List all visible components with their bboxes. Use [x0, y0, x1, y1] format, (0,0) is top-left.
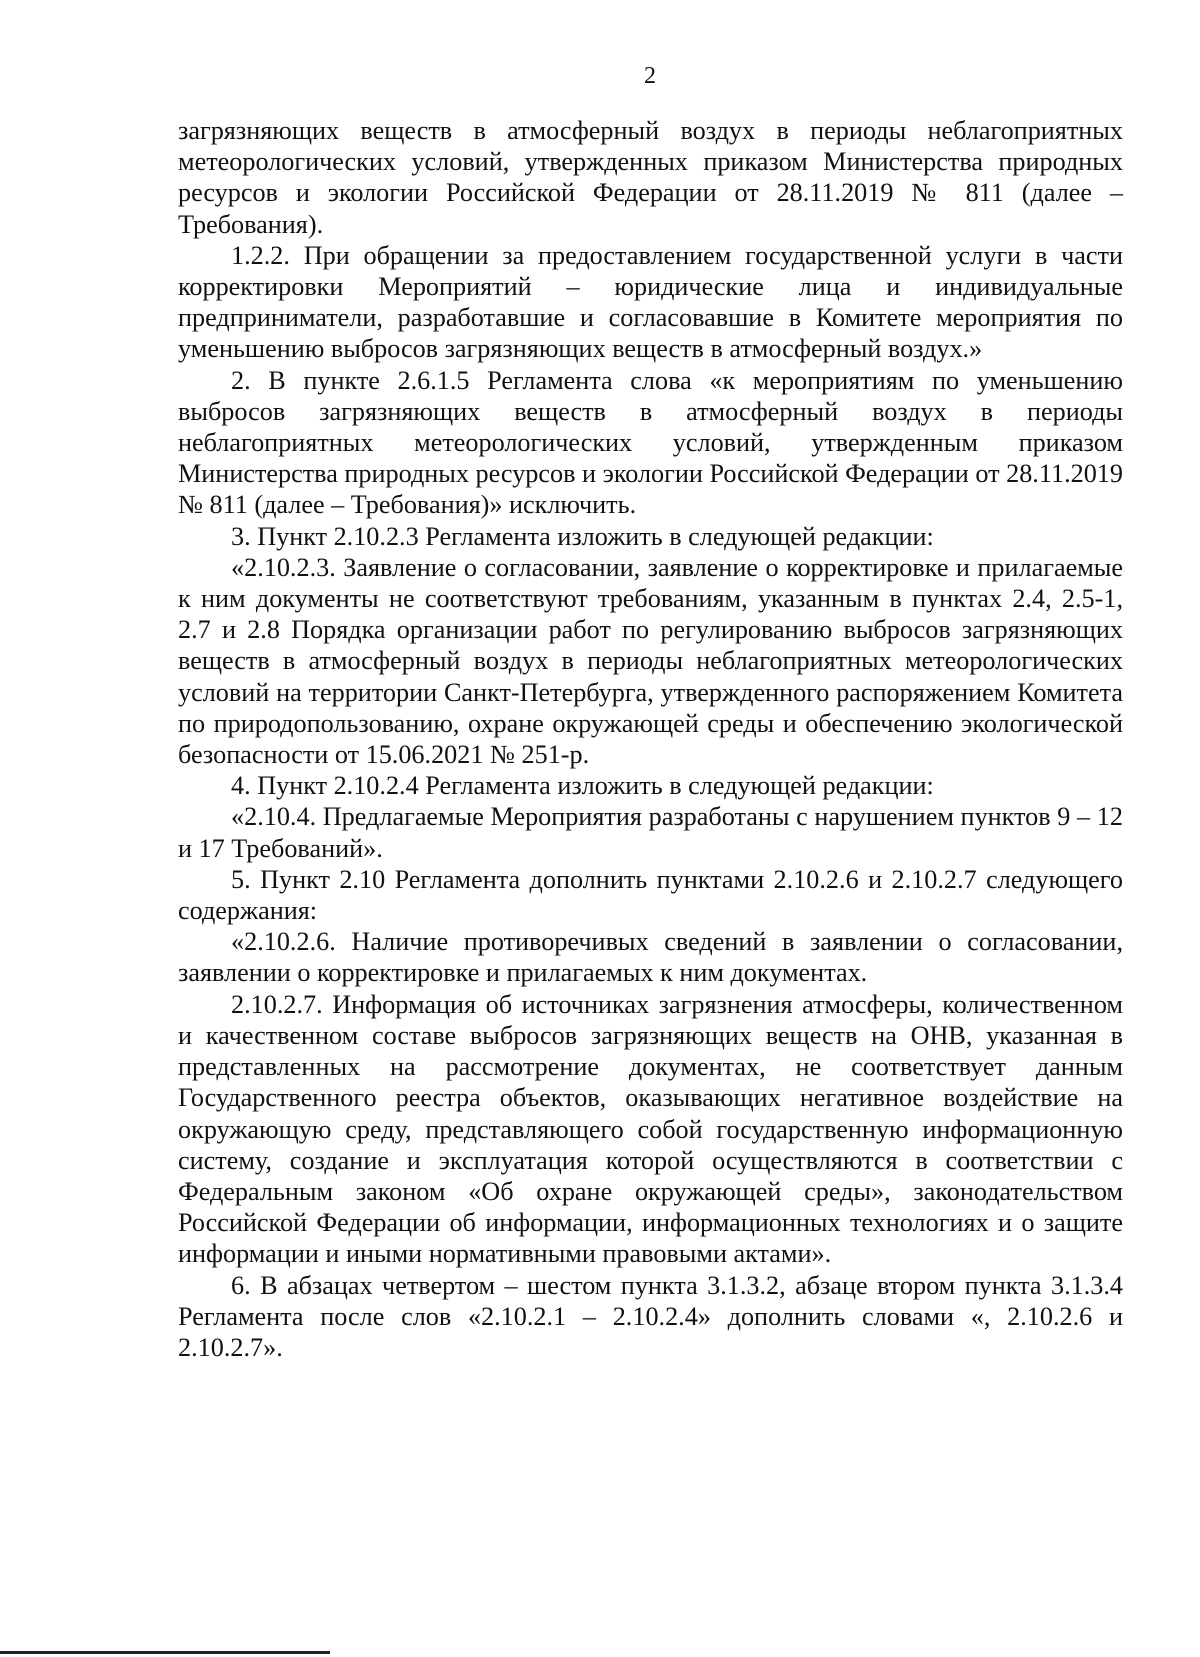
paragraph-item-3: 3. Пункт 2.10.2.3 Регламента изложить в следующей редакции:	[231, 521, 934, 551]
paragraph-item-4: 4. Пункт 2.10.2.4 Регламента изложить в следующей редакции:	[231, 771, 934, 801]
paragraph-2-10-2-7: 2.10.2.7. Информация об источниках загрязнения атмосферы, количественном и качественном составе выбросов загрязняющих веществ на ОНВ, указанная в представленных на рассмотрение документах, не соответствует данным Государственного реестра объектов, оказывающих негативное воздействие на окружающую среду, представляющего собой государственную информационную систему, создание и эксплуатация которой осуществляются в соответствии с Федеральным законом «Об охране окружающей среды», законодательством Российской Федерации об информации, информационных технологиях и о защите информации и иными нормативными правовыми актами».	[178, 989, 1123, 1269]
paragraph-2-10-2-3: «2.10.2.3. Заявление о согласовании, заявление о корректировке и прилагаемые к ним документы не соответствуют требованиям, указанным в пунктах 2.4, 2.5-1, 2.7 и 2.8 Порядка организации работ по регулированию выбросов загрязняющих веществ в атмосферный воздух в периоды неблагоприятных метеорологических условий на территории Санкт-Петербурга, утвержденного распоряжением Комитета по природопользованию, охране окружающей среды и обеспечению экологической безопасности от 15.06.2021 № 251-р.	[178, 552, 1123, 770]
document-body	[178, 115, 1123, 1363]
footer-divider	[0, 1651, 330, 1654]
page-number: 2	[644, 63, 656, 89]
paragraph-2-10-2-6: «2.10.2.6. Наличие противоречивых сведений в заявлении о согласовании, заявлении о корректировке и прилагаемых к ним документах.	[178, 927, 1123, 988]
paragraph-item-6: 6. В абзацах четвертом – шестом пункта 3.1.3.2, абзаце втором пункта 3.1.3.4 Регламента после слов «2.10.2.1 – 2.10.2.4» дополнить словами «, 2.10.2.6 и 2.10.2.7».	[178, 1270, 1123, 1362]
paragraph-item-2: 2. В пункте 2.6.1.5 Регламента слова «к мероприятиям по уменьшению выбросов загрязняющих веществ в атмосферный воздух в периоды неблагоприятных метеорологических условий, утвержденным приказом Министерства природных ресурсов и экологии Российской Федерации от 28.11.2019 № 811 (далее – Требования)» исключить.	[178, 365, 1123, 520]
paragraph-1-2-2: 1.2.2. При обращении за предоставлением государственной услуги в части корректировки Мероприятий – юридические лица и индивидуальные предприниматели, разработавшие и согласовавшие в Комитете мероприятия по уменьшению выбросов загрязняющих веществ в атмосферный воздух.»	[178, 240, 1123, 364]
paragraph-item-5: 5. Пункт 2.10 Регламента дополнить пунктами 2.10.2.6 и 2.10.2.7 следующего содержания:	[178, 864, 1123, 926]
paragraph-2-10-4: «2.10.4. Предлагаемые Мероприятия разработаны с нарушением пунктов 9 – 12 и 17 Требований».	[178, 802, 1123, 863]
paragraph-continuation: загрязняющих веществ в атмосферный воздух в периоды неблагоприятных метеорологических условий, утвержденных приказом Министерства природных ресурсов и экологии Российской Федерации от 28.11.2019 № 811 (далее – Требования).	[178, 116, 1123, 239]
